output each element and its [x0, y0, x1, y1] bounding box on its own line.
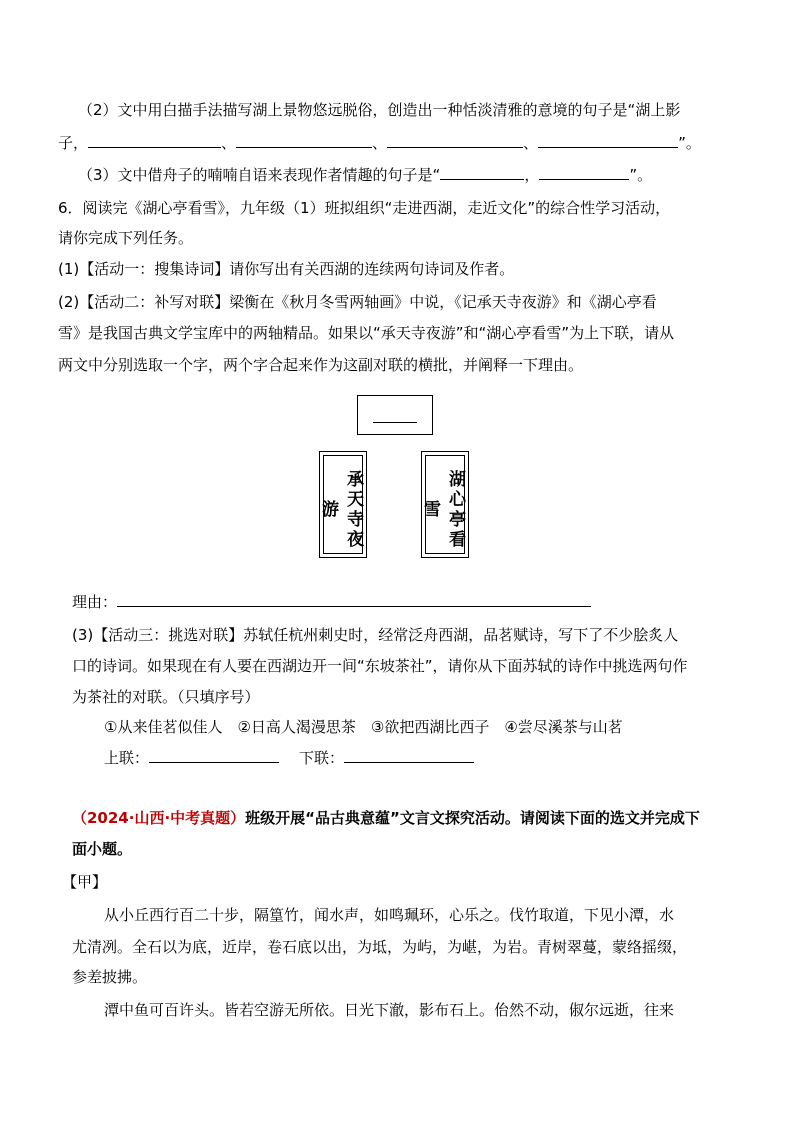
- section-line2: 面小题。: [72, 840, 133, 858]
- lower-label: 下联：: [299, 749, 345, 767]
- q2-line2-start: 子，: [58, 134, 89, 152]
- activity2-line2: 雪》是我国古典文学宝库中的两轴精品。如果以“承天寺夜游”和“湖心亭看雪”为上下联，请从: [58, 324, 675, 342]
- answer-blank[interactable]: [387, 133, 523, 148]
- couplet-left-scroll: [319, 451, 367, 558]
- activity3-line1: (3)【活动三：挑选对联】苏轼任杭州刺史时，经常泛舟西湖，品茗赋诗，写下了不少脍炙人: [72, 626, 679, 644]
- q2-line2: 子， 、 、 、 ”。: [58, 134, 701, 152]
- reason-label: 理由：: [72, 593, 118, 611]
- passage-line3: 参差披拂。: [72, 968, 148, 986]
- couplet-banner-box[interactable]: [357, 395, 433, 435]
- couplet-right-text: 湖心亭看雪: [420, 469, 465, 550]
- upper-label: 上联：: [104, 749, 150, 767]
- jia-label: 【甲】: [62, 873, 108, 891]
- passage-line4: 潭中鱼可百许头。皆若空游无所依。日光下澈，影布石上。佁然不动，俶尔远逝，往来: [104, 1001, 675, 1019]
- couplet-left-text: 承天寺夜游: [318, 469, 363, 550]
- activity2-line3: 两文中分别选取一个字，两个字合起来作为这副对联的横批，并阐释一下理由。: [58, 356, 584, 374]
- q6-line1: 6．阅读完《湖心亭看雪》，九年级（1）班拟组织“走进西湖，走近文化”的综合性学习活动，: [58, 199, 671, 217]
- activity3-line2: 口的诗词。如果现在有人要在西湖边开一间“东坡茶社”，请你从下面苏轼的诗作中挑选两句作: [72, 657, 688, 675]
- passage-line2: 尤清冽。全石以为底，近岸，卷石底以出，为坻，为屿，为嵁，为岩。青树翠蔓，蒙络摇缀，: [72, 938, 688, 956]
- activity2-line1: (2)【活动二：补写对联】梁衡在《秋月冬雪两轴画》中说，《记承天寺夜游》和《湖心亭看: [58, 293, 657, 311]
- reason-line: [72, 591, 591, 613]
- activity3-line3: 为茶社的对联。（只填序号）: [72, 688, 260, 706]
- reason-blank[interactable]: [117, 592, 591, 607]
- answer-blank[interactable]: [539, 165, 629, 180]
- upper-blank[interactable]: [149, 748, 279, 763]
- activity1: (1)【活动一：搜集诗词】请你写出有关西湖的连续两句诗词及作者。: [58, 260, 515, 278]
- q6-line2: 请你完成下列任务。: [58, 229, 194, 247]
- q2-line1: （2）文中用白描手法描写湖上景物悠远脱俗，创造出一种恬淡清雅的意境的句子是“湖上影: [78, 101, 681, 119]
- answer-blank[interactable]: [440, 165, 524, 180]
- couplet-right-scroll: [421, 451, 469, 558]
- q3-line: （3）文中借舟子的喃喃自语来表现作者情趣的句子是“ ， ”。: [78, 166, 653, 184]
- passage-line1: 从小丘西行百二十步，隔篁竹，闻水声，如鸣珮环，心乐之。伐竹取道，下见小潭，水: [104, 906, 675, 924]
- section-line1: （2024·山西·中考真题）班级开展“品古典意蕴”文言文探究活动。请阅读下面的选文并完成下: [72, 809, 700, 827]
- section-tag: （2024·山西·中考真题）: [72, 809, 246, 827]
- lower-blank[interactable]: [344, 748, 474, 763]
- answer-blank[interactable]: [236, 133, 372, 148]
- activity3-answers: [104, 747, 474, 769]
- banner-blank: [373, 422, 417, 423]
- activity3-options: ①从来佳茗似佳人 ②日高人渴漫思茶 ③欲把西湖比西子 ④尝尽溪茶与山茗: [104, 718, 623, 736]
- answer-blank[interactable]: [538, 133, 678, 148]
- answer-blank[interactable]: [88, 133, 221, 148]
